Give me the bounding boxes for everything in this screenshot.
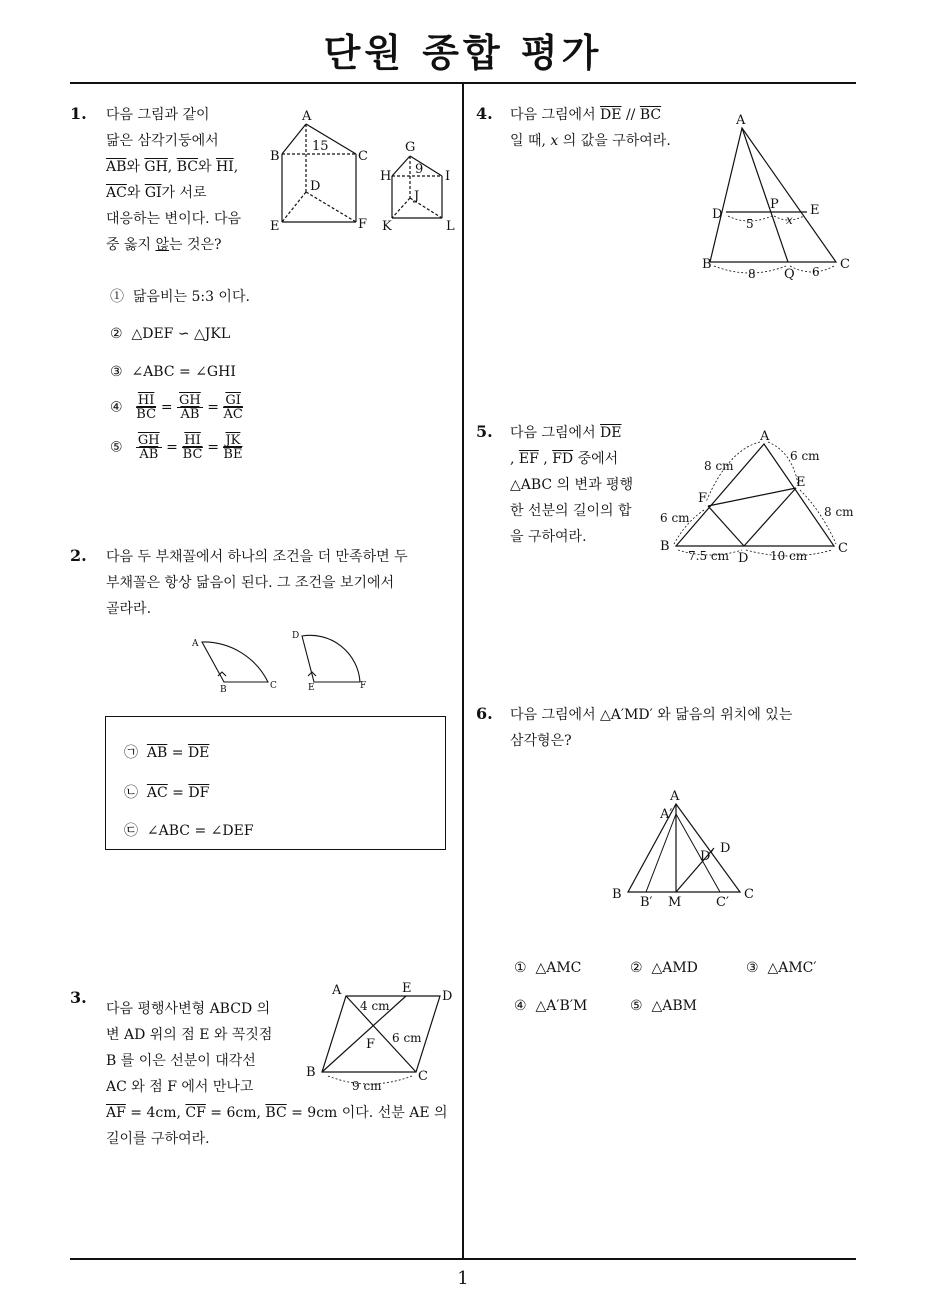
- t6-C2: C′: [716, 895, 729, 910]
- p-cf: 6 cm: [392, 1031, 422, 1045]
- t5-E: E: [796, 475, 806, 490]
- t6-A: A: [670, 789, 680, 804]
- t-6: 6: [812, 265, 820, 279]
- sec-E: E: [308, 683, 315, 693]
- q3-line: 길이를 구하여라.: [106, 1131, 210, 1147]
- q5-text: [510, 420, 650, 550]
- t-x: x: [786, 213, 793, 227]
- q3-line: AC 와 점 F 에서 만나고: [106, 1079, 254, 1095]
- q2-option-2[interactable]: ㉡ $\overline{AC} = \overline{DF}$: [124, 785, 210, 801]
- q3-number: 3.: [70, 988, 87, 1007]
- t-Q: Q: [784, 267, 795, 282]
- label-A: A: [302, 109, 312, 124]
- q1-line: 다음 그림과 같이: [106, 107, 210, 123]
- t5-dc: 10 cm: [770, 549, 808, 563]
- label-I: I: [445, 169, 451, 184]
- p-E: E: [402, 981, 412, 996]
- t6-M: M: [668, 895, 682, 910]
- q1-choice-3[interactable]: ③ ∠ABC = ∠GHI: [110, 364, 236, 380]
- q6-triangle-figure: [610, 790, 770, 915]
- label-G: G: [405, 140, 416, 155]
- q4-number: 4.: [476, 104, 493, 123]
- q1-prism-figure: [268, 108, 458, 238]
- q6-choice-3[interactable]: ③ △AMC′: [746, 960, 817, 976]
- t6-C: C: [744, 887, 754, 902]
- q1-number: 1.: [70, 104, 87, 123]
- q3-line: $\overline{AF} = 4cm$, $\overline{CF} = 6cm$, $\overline{BC} = 9cm$ 이다. 선분 AE 의: [106, 1105, 448, 1121]
- t5-C: C: [838, 541, 848, 556]
- label-H: H: [380, 169, 392, 184]
- t-P: P: [770, 197, 779, 212]
- t-C: C: [840, 257, 850, 272]
- t-A: A: [736, 113, 746, 128]
- q1-line: 중 옳지 않는 것은?: [106, 237, 222, 253]
- q1-text: [106, 102, 266, 258]
- q6-choice-1[interactable]: ① △AMC: [514, 960, 582, 976]
- p-F: F: [366, 1037, 376, 1052]
- t5-bd: 7.5 cm: [688, 549, 729, 563]
- t-8: 8: [748, 267, 756, 281]
- sec-F: F: [360, 681, 367, 691]
- t-E: E: [810, 203, 820, 218]
- q1-choice-1[interactable]: ① 닮음비는 5:3 이다.: [110, 289, 250, 305]
- t6-D2: D′: [700, 849, 714, 864]
- t6-D: D: [720, 841, 731, 856]
- label-L: L: [446, 219, 455, 234]
- label-E: E: [270, 219, 280, 234]
- q6-line: 다음 그림에서 △A′MD′ 와 닮음의 위치에 있는: [510, 707, 793, 723]
- q2-option-1[interactable]: ㉠ $\overline{AB} = \overline{DE}$: [124, 745, 210, 761]
- sec-B: B: [220, 685, 227, 695]
- q1-choice-5[interactable]: ⑤ $\frac{\overline{GH}}{AB}$ = $\frac{\overline{HI}}{BC}$ = $\frac{\overline{JK}}{BE}$: [110, 433, 243, 462]
- q2-option-3[interactable]: ㉢ ∠ABC = ∠DEF: [124, 823, 254, 839]
- t5-A: A: [760, 429, 770, 444]
- t6-A2: A′: [660, 807, 673, 822]
- label-F: F: [358, 217, 368, 232]
- q2-sector-figure: [190, 628, 380, 694]
- t5-D: D: [738, 551, 749, 566]
- sec-A: A: [192, 639, 199, 649]
- q1-choice-4[interactable]: ④ $\frac{\overline{HI}}{BC}$ = $\frac{\overline{GH}}{AB}$ = $\frac{\overline{GI}}{AC}$: [110, 393, 243, 422]
- q6-choice-4[interactable]: ④ △A′B′M: [514, 998, 588, 1014]
- q6-choice-2[interactable]: ② △AMD: [630, 960, 698, 976]
- q1-line: 닮은 삼각기둥에서: [106, 133, 219, 149]
- q5-line: , $\overline{EF}$ , $\overline{FD}$ 중에서: [510, 451, 619, 467]
- q3-parallelogram-figure: [304, 982, 464, 1092]
- q2-line: 다음 두 부채꼴에서 하나의 조건을 더 만족하면 두: [106, 549, 408, 565]
- label-9: 9: [415, 162, 424, 177]
- q2-number: 2.: [70, 546, 87, 565]
- q5-line: 다음 그림에서 $\overline{DE}$: [510, 425, 622, 441]
- q5-line: 을 구하여라.: [510, 529, 587, 545]
- q3-line: B 를 이은 선분이 대각선: [106, 1053, 256, 1069]
- q6-number: 6.: [476, 704, 493, 723]
- p-D: D: [442, 989, 453, 1004]
- t-5: 5: [746, 217, 754, 231]
- q3-line: 다음 평행사변형 ABCD 의: [106, 1001, 271, 1017]
- p-bc: 9 cm: [352, 1079, 382, 1093]
- label-C: C: [358, 149, 368, 164]
- q5-number: 5.: [476, 422, 493, 441]
- p-A: A: [332, 983, 342, 998]
- q6-line: 삼각형은?: [510, 733, 572, 749]
- q5-line: 한 선분의 길이의 합: [510, 503, 632, 519]
- t5-B: B: [660, 539, 670, 554]
- t5-F: F: [698, 491, 708, 506]
- q2-text: [106, 544, 456, 622]
- q1-choice-2[interactable]: ② △DEF ∽ △JKL: [110, 326, 231, 342]
- q1-line: $\overline{AB}$와 $\overline{GH}$, $\overline{BC}$와 $\overline{HI}$,: [106, 159, 239, 175]
- p-af: 4 cm: [360, 999, 390, 1013]
- page-number: 1: [457, 1268, 469, 1289]
- q1-line: 대응하는 변이다. 다음: [106, 211, 242, 227]
- q4-text: [510, 102, 710, 154]
- sec-C: C: [270, 681, 277, 691]
- p-C: C: [418, 1069, 428, 1084]
- q3-line: 변 AD 위의 점 E 와 꼭짓점: [106, 1027, 273, 1043]
- t5-fb: 6 cm: [660, 511, 690, 525]
- t5-ae: 6 cm: [790, 449, 820, 463]
- label-D: D: [310, 179, 321, 194]
- q5-triangle-figure: [656, 426, 856, 566]
- q6-choice-5[interactable]: ⑤ △ABM: [630, 998, 697, 1014]
- p-B: B: [306, 1065, 316, 1080]
- t6-B: B: [612, 887, 622, 902]
- t5-af: 8 cm: [704, 459, 734, 473]
- label-K: K: [382, 219, 392, 234]
- q4-line: 일 때, x 의 값을 구하여라.: [510, 133, 671, 149]
- sec-D: D: [292, 631, 300, 641]
- q6-text: [510, 702, 850, 754]
- bottom-rule: [70, 1258, 856, 1260]
- q2-line: 부채꼴은 항상 닮음이 된다. 그 조건을 보기에서: [106, 575, 395, 591]
- t5-ec: 8 cm: [824, 505, 854, 519]
- q1-line: $\overline{AC}$와 $\overline{GI}$가 서로: [106, 185, 207, 201]
- q2-line: 골라라.: [106, 601, 152, 617]
- q5-line: △ABC 의 변과 평행: [510, 477, 634, 493]
- q4-line: 다음 그림에서 $\overline{DE} // \overline{BC}$: [510, 107, 662, 123]
- page-title: 단원 종합 평가: [323, 31, 603, 75]
- q4-triangle-figure: [700, 110, 860, 285]
- label-B: B: [270, 149, 280, 164]
- t-B: B: [702, 257, 712, 272]
- label-J: J: [414, 189, 420, 204]
- label-15: 15: [312, 139, 329, 154]
- t6-B2: B′: [640, 895, 653, 910]
- t-D: D: [712, 207, 723, 222]
